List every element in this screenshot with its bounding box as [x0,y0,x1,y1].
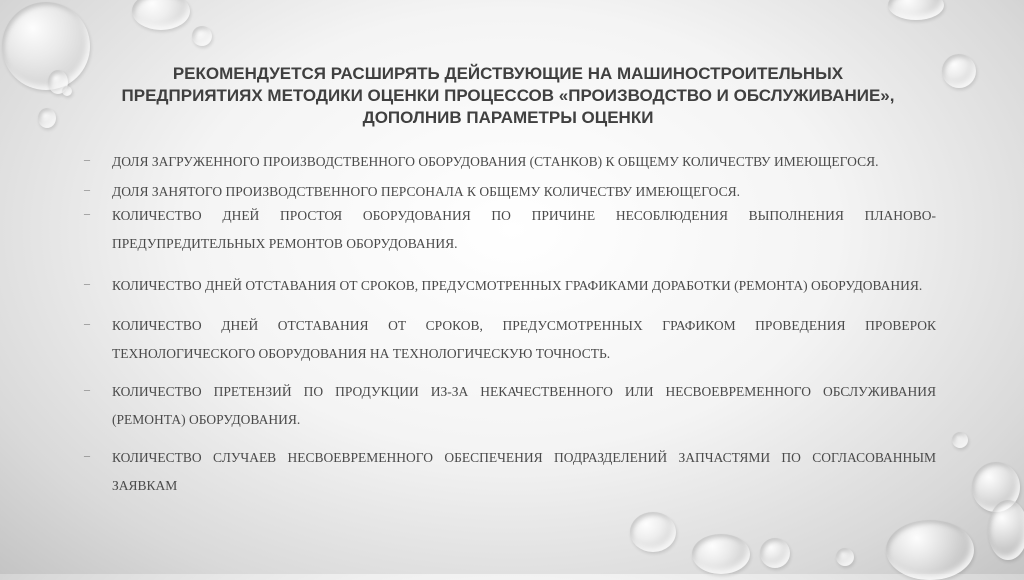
list-item [84,202,936,258]
list-item-text: КОЛИЧЕСТВО ПРЕТЕНЗИЙ ПО ПРОДУКЦИИ ИЗ-ЗА НЕКАЧЕСТВЕННОГО ИЛИ НЕСВОЕВРЕМЕННОГО ОБСЛУЖИВАНИЯ (РЕМОНТА) ОБОРУДОВАНИЯ. [112,384,936,427]
water-drop-decoration [760,538,790,568]
water-drop-decoration [942,54,976,88]
list-item [84,272,936,300]
bullet-dash-icon: – [84,152,90,166]
water-drop-decoration [62,86,72,96]
water-drop-decoration [886,520,974,580]
water-drop-decoration [888,0,944,20]
water-drop-decoration [192,26,212,46]
bullet-list [84,148,936,500]
bullet-dash-icon: – [84,316,90,330]
list-item [84,444,936,500]
list-item [84,312,936,368]
list-item-text: КОЛИЧЕСТВО СЛУЧАЕВ НЕСВОЕВРЕМЕННОГО ОБЕСПЕЧЕНИЯ ПОДРАЗДЕЛЕНИЙ ЗАПЧАСТЯМИ ПО СОГЛАСОВАННЫМ ЗАЯВКАМ [112,450,936,493]
water-drop-decoration [692,534,750,574]
water-drop-decoration [836,548,854,566]
bullet-dash-icon: – [84,206,90,220]
slide-title: РЕКОМЕНДУЕТСЯ РАСШИРЯТЬ ДЕЙСТВУЮЩИЕ НА МАШИНОСТРОИТЕЛЬНЫХ ПРЕДПРИЯТИЯХ МЕТОДИКИ ОЦЕНКИ ПРОЦЕССОВ «ПРОИЗВОДСТВО И ОБСЛУЖИВАНИЕ», ДОПОЛНИВ ПАРАМЕТРЫ ОЦЕНКИ [121,64,895,127]
list-item-text: КОЛИЧЕСТВО ДНЕЙ ОТСТАВАНИЯ ОТ СРОКОВ, ПРЕДУСМОТРЕННЫХ ГРАФИКОМ ПРОВЕДЕНИЯ ПРОВЕРОК ТЕХНОЛОГИЧЕСКОГО ОБОРУДОВАНИЯ НА ТЕХНОЛОГИЧЕСКУЮ ТОЧНОСТЬ. [112,318,936,361]
water-drop-decoration [988,500,1024,560]
list-item-text: КОЛИЧЕСТВО ДНЕЙ ПРОСТОЯ ОБОРУДОВАНИЯ ПО ПРИЧИНЕ НЕСОБЛЮДЕНИЯ ВЫПОЛНЕНИЯ ПЛАНОВО-ПРЕДУПРЕДИТЕЛЬНЫХ РЕМОНТОВ ОБОРУДОВАНИЯ. [112,208,936,251]
list-item [84,378,936,434]
bullet-dash-icon: – [84,276,90,290]
water-drop-decoration [38,108,56,128]
water-drop-decoration [630,512,676,552]
list-item-text: ДОЛЯ ЗАНЯТОГО ПРОИЗВОДСТВЕННОГО ПЕРСОНАЛА К ОБЩЕМУ КОЛИЧЕСТВУ ИМЕЮЩЕГОСЯ. [112,184,740,199]
bullet-dash-icon: – [84,448,90,462]
list-item-text: КОЛИЧЕСТВО ДНЕЙ ОТСТАВАНИЯ ОТ СРОКОВ, ПРЕДУСМОТРЕННЫХ ГРАФИКАМИ ДОРАБОТКИ (РЕМОНТА) ОБОРУДОВАНИЯ. [112,278,923,293]
bullet-dash-icon: – [84,382,90,396]
water-drop-decoration [952,432,968,448]
water-drop-decoration [132,0,190,30]
bullet-dash-icon: – [84,182,90,196]
water-drop-decoration [2,2,90,90]
list-item-text: ДОЛЯ ЗАГРУЖЕННОГО ПРОИЗВОДСТВЕННОГО ОБОРУДОВАНИЯ (СТАНКОВ) К ОБЩЕМУ КОЛИЧЕСТВУ ИМЕЮЩЕГОСЯ. [112,154,879,169]
list-item [84,148,936,176]
